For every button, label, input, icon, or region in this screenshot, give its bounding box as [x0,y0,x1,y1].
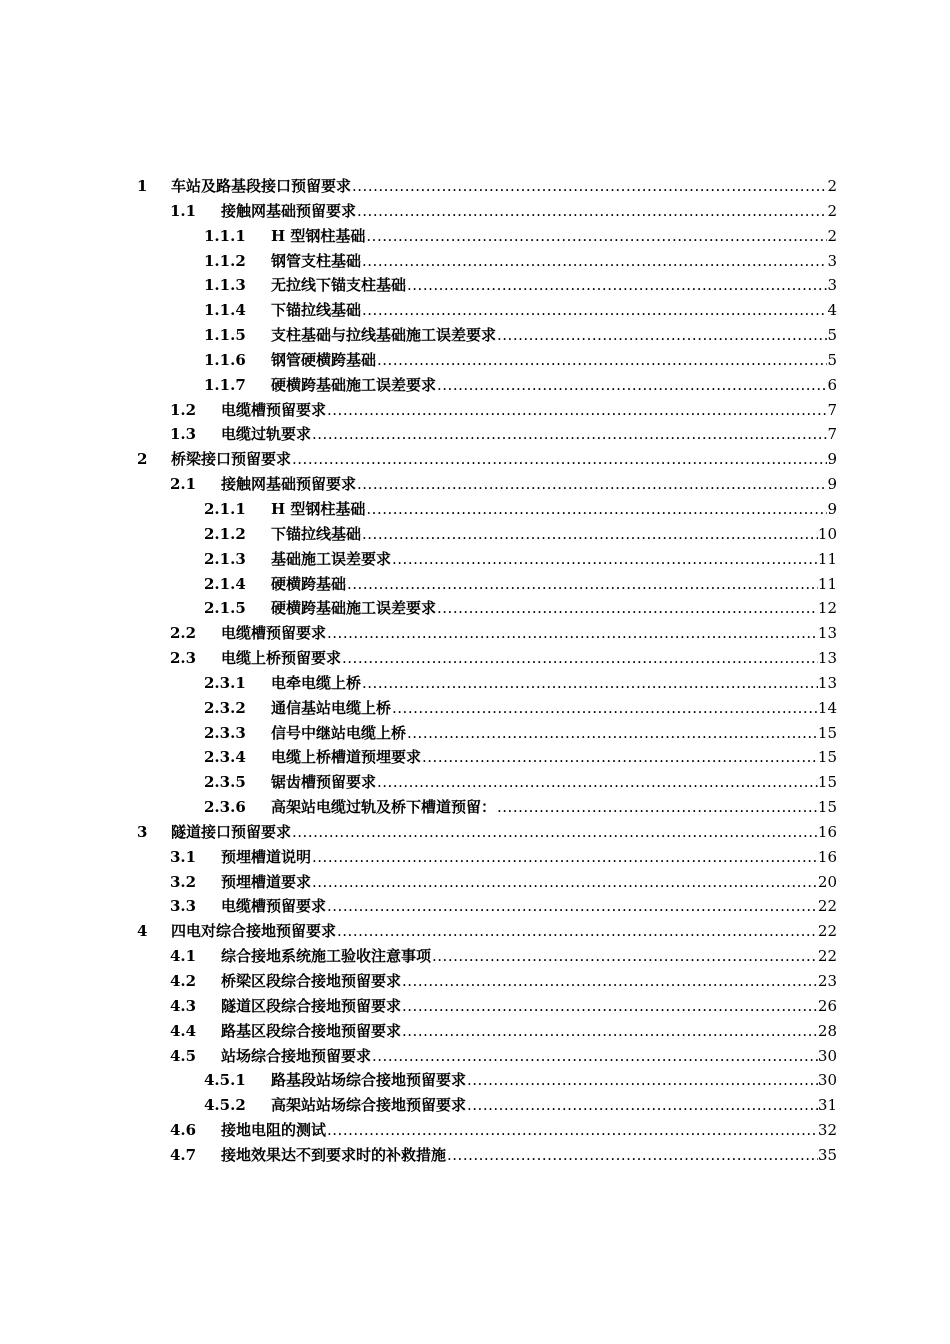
toc-entry-page: 12 [817,599,837,618]
toc-entry-page: 5 [827,350,837,369]
toc-leader-dots [402,969,818,994]
toc-entry[interactable] [0,547,950,572]
toc-entry-title-line [271,1068,837,1093]
toc-entry-number: 2.1.4 [204,574,246,593]
toc-entry-number: 1.1 [170,201,197,220]
toc-entry[interactable] [0,1068,950,1093]
toc-entry[interactable] [0,870,950,895]
toc-entry-title: 预埋槽道说明 [221,845,312,870]
toc-entry-title-line [271,373,837,398]
toc-entry-title: 硬横跨基础施工误差要求 [271,373,437,398]
toc-entry-title-line [271,348,837,373]
toc-entry-title: 硬横跨基础施工误差要求 [271,596,437,621]
toc-entry[interactable] [0,621,950,646]
toc-entry-page: 2 [827,177,837,195]
toc-leader-dots [362,671,818,696]
toc-entry-title: 高架站站场综合接地预留要求 [271,1093,467,1118]
toc-entry-page: 20 [817,872,837,891]
toc-entry-title-line [221,199,837,224]
toc-entry-number: 2.3.3 [204,723,246,742]
toc-entry-page: 9 [827,499,837,518]
toc-entry-page: 16 [817,822,837,841]
toc-entry-number: 2.2 [170,624,197,643]
toc-entry-title-line [271,547,837,572]
toc-entry-page: 5 [827,326,837,345]
toc-entry[interactable] [0,721,950,746]
toc-entry-title-line [221,870,837,895]
toc-entry-number: 1.1.2 [204,251,246,270]
toc-entry[interactable] [0,845,950,870]
toc-entry-number: 2 [137,450,148,469]
toc-entry[interactable] [0,373,950,398]
toc-entry[interactable] [0,522,950,547]
toc-entry-number: 2.1.5 [204,599,246,618]
toc-entry-number: 2.3.1 [204,673,246,692]
toc-entry-number: 4 [137,922,148,941]
toc-leader-dots [402,994,818,1019]
toc-entry[interactable] [0,770,950,795]
toc-entry-title: 钢管支柱基础 [271,249,362,274]
toc-entry-title: 桥梁区段综合接地预留要求 [221,969,402,994]
toc-entry[interactable] [0,795,950,820]
toc-leader-dots [372,1044,818,1069]
toc-entry[interactable] [0,497,950,522]
toc-entry-number: 1 [137,177,148,195]
toc-entry-title: 无拉线下锚支柱基础 [271,273,407,298]
toc-entry-number: 1.1.4 [204,301,246,320]
toc-leader-dots [392,696,818,721]
toc-entry-page: 26 [817,996,837,1015]
toc-entry-title-line [221,845,837,870]
toc-entry-number: 4.1 [170,947,197,966]
toc-leader-dots [407,721,818,746]
toc-entry-title-line [221,944,837,969]
toc-entry-title: 路基区段综合接地预留要求 [221,1019,402,1044]
toc-entry-page: 15 [817,723,837,742]
toc-leader-dots [327,1118,818,1143]
toc-leader-dots [497,323,827,348]
toc-entry-number: 3.3 [170,897,197,916]
toc-leader-dots [312,870,818,895]
toc-entry-title: 基础施工误差要求 [271,547,392,572]
toc-entry-number: 2.1 [170,475,197,494]
toc-entry-number: 1.1.7 [204,375,246,394]
toc-entry-page: 7 [827,400,837,419]
toc-entry-page: 14 [817,698,837,717]
toc-leader-dots [342,646,818,671]
toc-entry-title: 电缆上桥槽道预埋要求 [271,745,422,770]
toc-entry-title: 接触网基础预留要求 [221,472,357,497]
toc-leader-dots [392,547,818,572]
toc-leader-dots [352,174,827,199]
toc-entry[interactable] [0,646,950,671]
toc-entry-page: 32 [817,1121,837,1140]
toc-leader-dots [366,224,827,249]
toc-entry[interactable] [0,224,950,249]
toc-entry-title-line [271,497,837,522]
toc-entry[interactable] [0,745,950,770]
toc-entry-title-line [221,1019,837,1044]
toc-entry-page: 4 [827,301,837,320]
toc-entry-title-line [221,646,837,671]
toc-entry-number: 4.7 [170,1145,197,1164]
toc-entry[interactable] [0,174,950,199]
toc-entry-page: 35 [817,1145,837,1164]
toc-entry-title: 电缆上桥预留要求 [221,646,342,671]
toc-entry-title-line [271,1093,837,1118]
toc-entry-number: 2.1.3 [204,549,246,568]
toc-entry-title-line [221,969,837,994]
toc-entry-number: 2.1.2 [204,524,246,543]
toc-entry-number: 4.4 [170,1021,197,1040]
toc-entry-title: 预埋槽道要求 [221,870,312,895]
toc-leader-dots [467,1068,818,1093]
toc-entry-page: 28 [817,1021,837,1040]
toc-entry-title: 接地电阻的测试 [221,1118,327,1143]
toc-entry-page: 30 [817,1071,837,1090]
toc-leader-dots [327,894,818,919]
toc-entry-title: 桥梁接口预留要求 [171,447,292,472]
toc-entry-page: 13 [817,649,837,668]
toc-leader-dots [327,398,827,423]
toc-entry-page: 15 [817,773,837,792]
toc-leader-dots [362,249,827,274]
toc-entry-title: 接触网基础预留要求 [221,199,357,224]
toc-entry-title: 下锚拉线基础 [271,522,362,547]
toc-leader-dots [357,472,827,497]
toc-entry-number: 4.5.1 [204,1071,246,1090]
toc-entry-number: 1.1.5 [204,326,246,345]
toc-entry-page: 11 [817,549,837,568]
toc-entry-title: 支柱基础与拉线基础施工误差要求 [271,323,497,348]
toc-leader-dots [447,1143,818,1168]
toc-entry-title: 下锚拉线基础 [271,298,362,323]
toc-entry[interactable] [0,199,950,224]
toc-entry-title-line [271,696,837,721]
toc-entry[interactable] [0,671,950,696]
toc-entry-title-line [221,994,837,1019]
toc-entry-page: 7 [827,425,837,444]
toc-entry-title-line [221,1118,837,1143]
toc-entry[interactable] [0,696,950,721]
toc-entry-page: 3 [827,276,837,295]
toc-entry-page: 9 [827,450,837,469]
toc-leader-dots [422,745,818,770]
toc-entry-number: 2.3.2 [204,698,246,717]
toc-leader-dots [437,373,827,398]
toc-entry-title: 接地效果达不到要求时的补救措施 [221,1143,447,1168]
toc-entry-title: 电缆槽预留要求 [221,894,327,919]
toc-entry-page: 13 [817,673,837,692]
toc-entry-page: 2 [827,226,837,245]
toc-entry-title-line [271,249,837,274]
toc-entry[interactable] [0,1093,950,1118]
toc-entry-title: 钢管硬横跨基础 [271,348,377,373]
toc-leader-dots [437,596,818,621]
toc-entry-title-line [221,398,837,423]
toc-entry-page: 23 [817,972,837,990]
toc-entry-title-line [271,596,837,621]
toc-entry[interactable] [0,1019,950,1044]
toc-leader-dots [292,820,818,845]
toc-leader-dots [337,919,818,944]
toc-entry[interactable] [0,249,950,274]
toc-entry-page: 22 [817,947,837,966]
toc-entry[interactable] [0,472,950,497]
toc-entry[interactable] [0,944,950,969]
toc-entry[interactable] [0,820,950,845]
toc-entry-title-line [171,919,837,944]
toc-entry-title-line [271,572,837,597]
toc-entry-title: 电牵电缆上桥 [271,671,362,696]
toc-entry[interactable] [0,994,950,1019]
toc-leader-dots [432,944,818,969]
toc-entry[interactable] [0,323,950,348]
toc-entry[interactable] [0,1118,950,1143]
toc-leader-dots [497,795,818,820]
toc-entry[interactable] [0,894,950,919]
toc-entry-number: 2.3 [170,649,197,668]
toc-entry-page: 13 [817,624,837,643]
toc-entry-number: 2.1.1 [204,499,246,518]
toc-entry[interactable] [0,969,950,994]
toc-entry-number: 2.3.5 [204,773,246,792]
toc-entry[interactable] [0,348,950,373]
toc-entry-title: H 型钢柱基础 [271,224,366,249]
toc-entry[interactable] [0,273,950,298]
toc-entry[interactable] [0,1143,950,1168]
toc-entry-number: 4.3 [170,996,197,1015]
toc-entry-number: 1.2 [170,400,197,419]
toc-entry-title-line [271,795,837,820]
toc-entry-title-line [171,174,837,199]
toc-entry[interactable] [0,919,950,944]
toc-entry-title: 综合接地系统施工验收注意事项 [221,944,432,969]
toc-entry-number: 3 [137,822,148,841]
toc-entry-number: 4.5.2 [204,1096,246,1115]
toc-entry-number: 1.3 [170,425,197,444]
toc-leader-dots [357,199,827,224]
toc-entry-title: 硬横跨基础 [271,572,347,597]
toc-leader-dots [312,845,818,870]
toc-entry[interactable] [0,398,950,423]
toc-entry-title: 隧道区段综合接地预留要求 [221,994,402,1019]
toc-leader-dots [407,273,827,298]
toc-entry-page: 6 [827,375,837,394]
toc-entry-title: 锯齿槽预留要求 [271,770,377,795]
toc-entry-title-line [221,1044,837,1069]
toc-entry-page: 11 [817,574,837,593]
toc-leader-dots [467,1093,818,1118]
toc-entry-title: 信号中继站电缆上桥 [271,721,407,746]
toc-leader-dots [366,497,827,522]
toc-entry-page: 15 [817,748,837,767]
toc-entry-title-line [271,224,837,249]
toc-entry-title: 电缆槽预留要求 [221,398,327,423]
toc-entry-title: 路基段站场综合接地预留要求 [271,1068,467,1093]
toc-entry[interactable] [0,572,950,597]
toc-entry-number: 2.3.6 [204,798,246,817]
toc-entry[interactable] [0,447,950,472]
toc-entry-number: 4.2 [170,972,197,990]
toc-entry-number: 1.1.3 [204,276,246,295]
toc-entry-title-line [271,298,837,323]
toc-entry-number: 3.2 [170,872,197,891]
toc-entry-title-line [271,745,837,770]
toc-entry-page: 16 [817,847,837,866]
toc-entry-title-line [271,671,837,696]
toc-entry-number: 4.6 [170,1121,197,1140]
toc-leader-dots [347,572,818,597]
toc-entry[interactable] [0,422,950,447]
toc-entry-title-line [221,422,837,447]
toc-entry-number: 2.3.4 [204,748,246,767]
toc-leader-dots [312,422,827,447]
toc-entry-number: 4.5 [170,1046,197,1065]
toc-entry-title-line [271,522,837,547]
toc-entry-title: H 型钢柱基础 [271,497,366,522]
toc-entry-number: 1.1.1 [204,226,246,245]
toc-entry-title: 电缆过轨要求 [221,422,312,447]
toc-entry[interactable] [0,298,950,323]
toc-entry-page: 22 [817,897,837,916]
toc-entry-title-line [271,770,837,795]
toc-entry-title-line [271,323,837,348]
toc-entry-title: 高架站电缆过轨及桥下槽道预留： [271,795,497,820]
toc-entry-title: 隧道接口预留要求 [171,820,292,845]
toc-entry-title-line [221,472,837,497]
toc-entry-title: 电缆槽预留要求 [221,621,327,646]
toc-entry-page: 15 [817,798,837,817]
toc-leader-dots [362,298,827,323]
toc-entry-title: 通信基站电缆上桥 [271,696,392,721]
toc-entry-page: 9 [827,475,837,494]
toc-entry-title-line [221,621,837,646]
toc-entry-title-line [221,894,837,919]
toc-leader-dots [377,770,818,795]
toc-entry-page: 30 [817,1046,837,1065]
toc-leader-dots [362,522,818,547]
toc-entry-page: 31 [817,1096,837,1115]
toc-entry-page: 22 [817,922,837,941]
toc-entry-title-line [171,447,837,472]
toc-entry-page: 2 [827,201,837,220]
toc-entry-number: 1.1.6 [204,350,246,369]
toc-leader-dots [377,348,827,373]
toc-entry-number: 3.1 [170,847,197,866]
toc-entry-title-line [271,721,837,746]
toc-leader-dots [402,1019,818,1044]
toc-entry-title: 站场综合接地预留要求 [221,1044,372,1069]
toc-entry-page: 10 [817,524,837,543]
toc-entry-page: 3 [827,251,837,270]
toc-entry-title-line [171,820,837,845]
toc-entry-title: 四电对综合接地预留要求 [171,919,337,944]
toc-entry[interactable] [0,596,950,621]
toc-entry-title: 车站及路基段接口预留要求 [171,174,352,199]
toc-entry-title-line [271,273,837,298]
toc-entry[interactable] [0,1044,950,1069]
table-of-contents [0,174,950,1168]
toc-entry-title-line [221,1143,837,1168]
toc-leader-dots [292,447,827,472]
toc-leader-dots [327,621,818,646]
